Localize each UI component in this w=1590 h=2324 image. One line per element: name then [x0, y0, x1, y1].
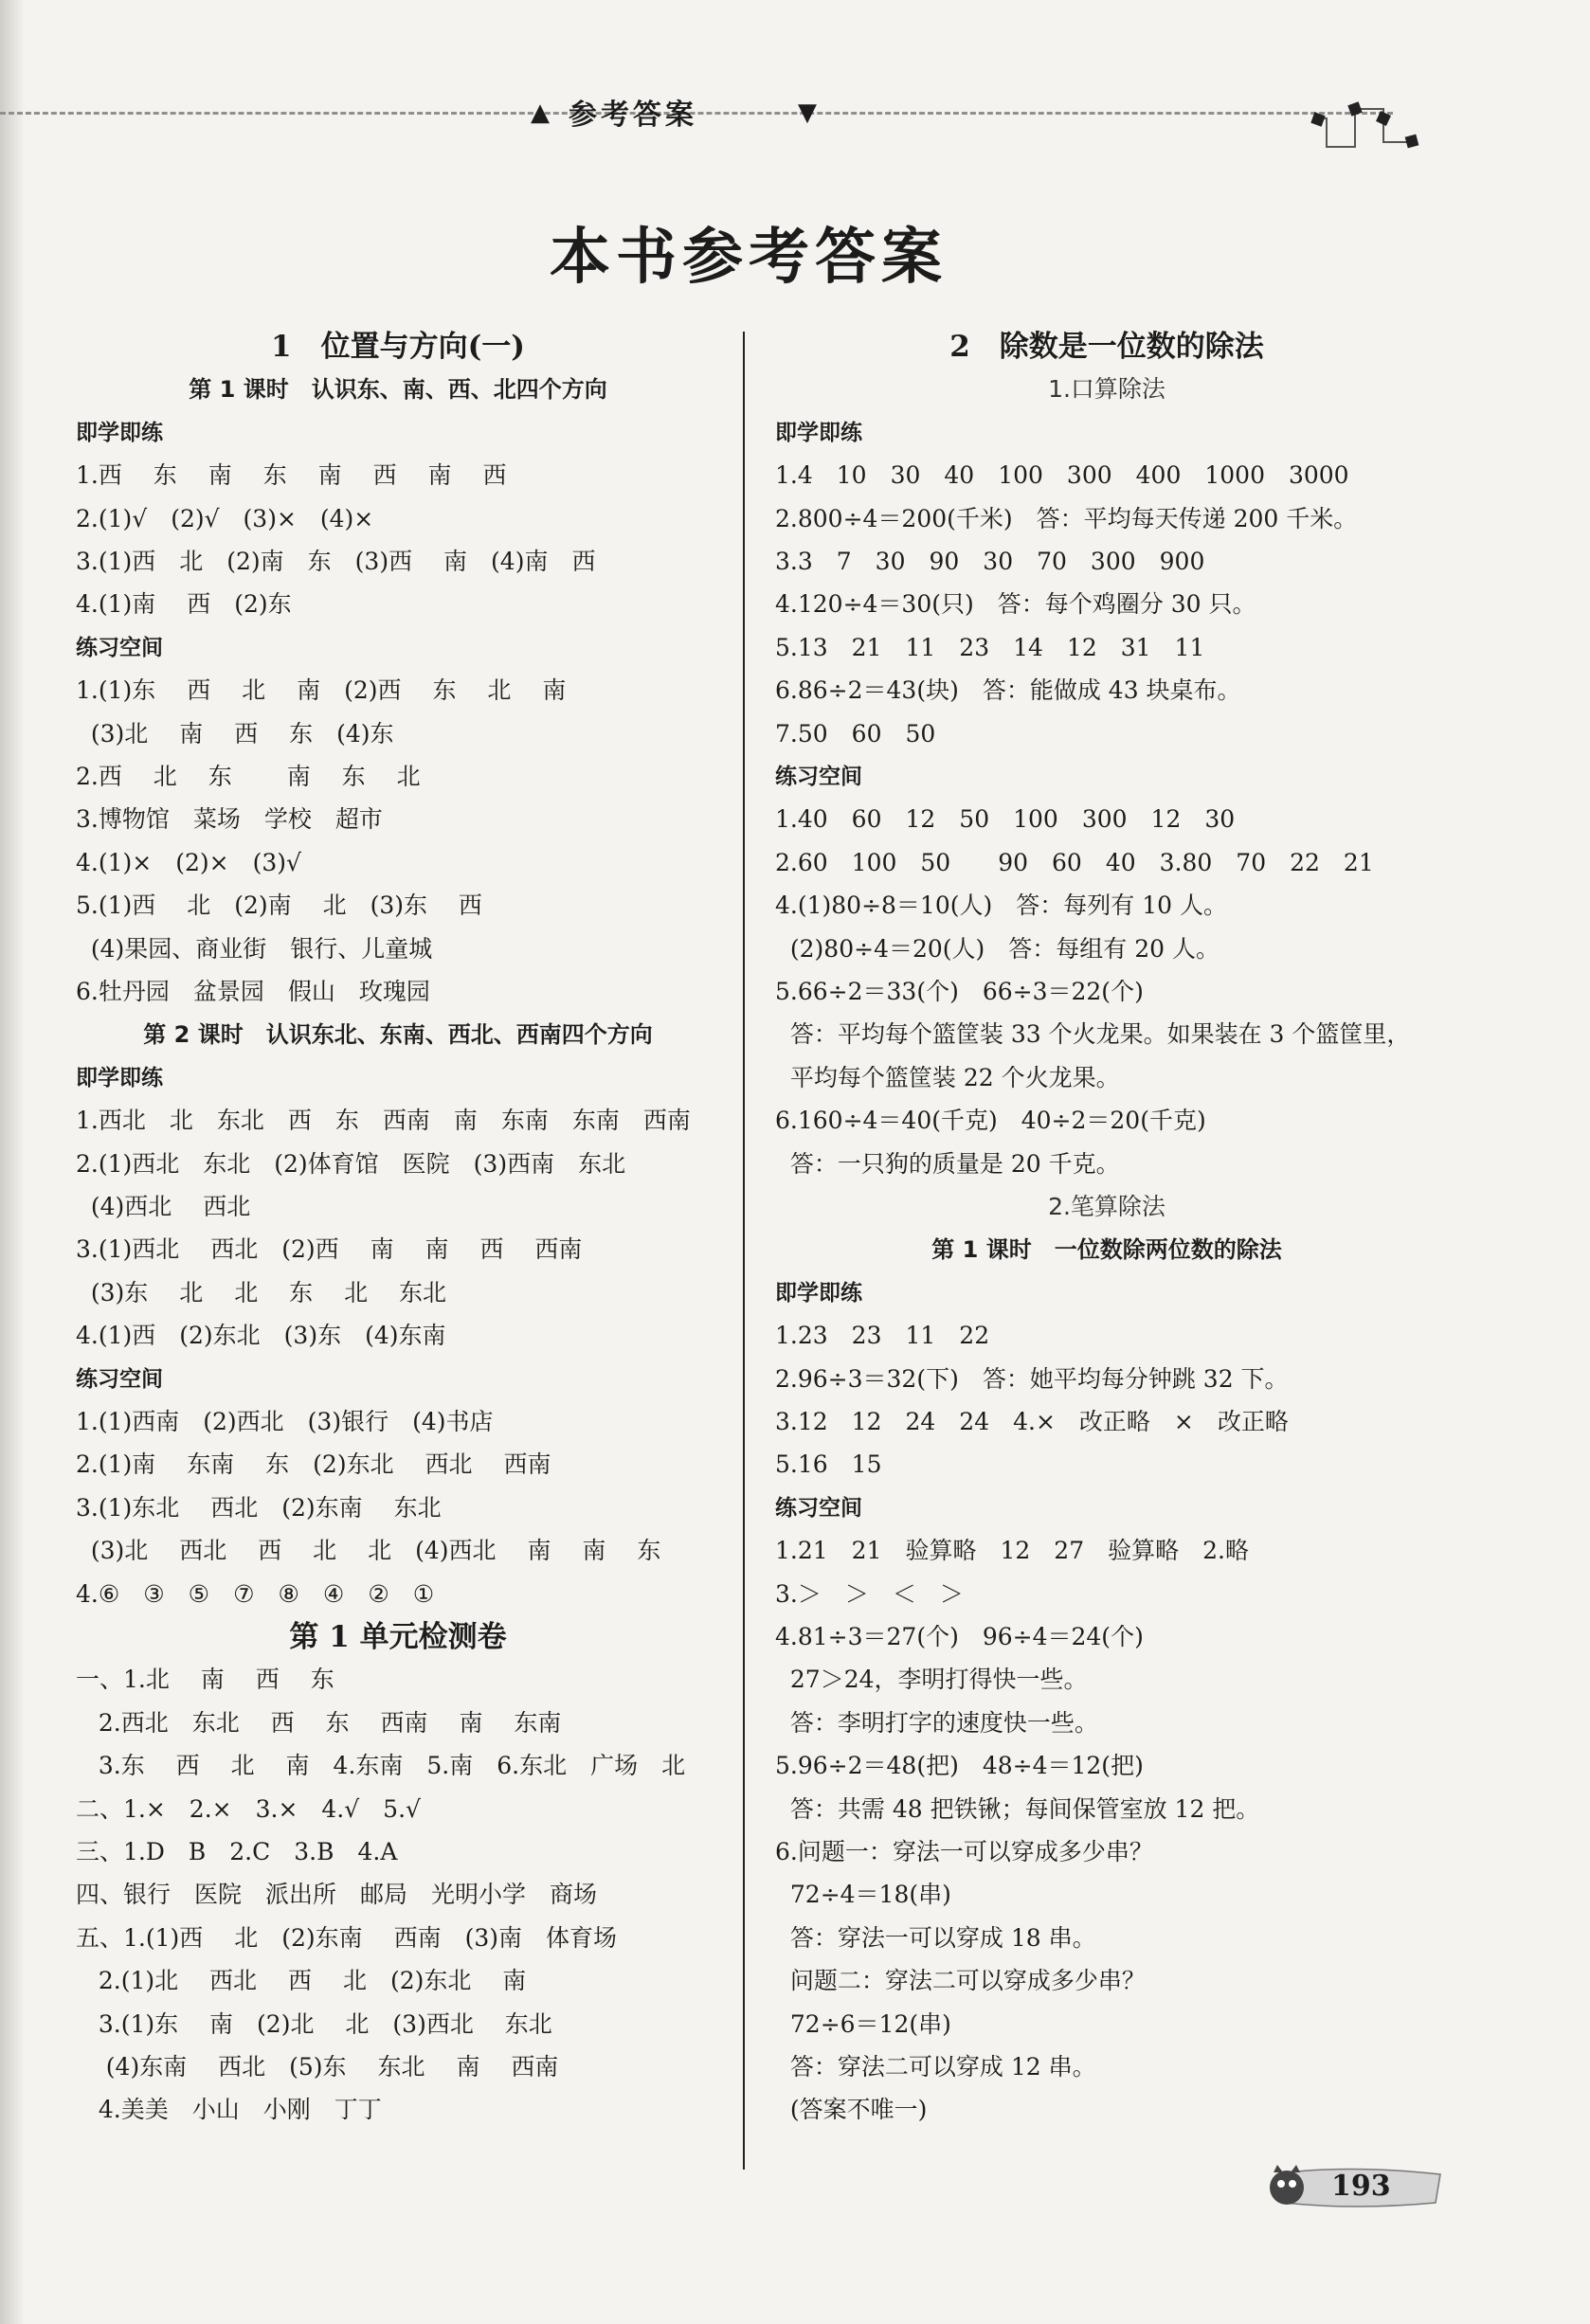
answer-line: 72÷4＝18(串): [775, 1881, 951, 1909]
section-label: 即学即练: [76, 420, 163, 445]
answer-line: 2.(1)西北 东北 (2)体育馆 医院 (3)西南 东北: [76, 1149, 626, 1178]
answer-line: 4.81÷3＝27(个) 96÷4＝24(个): [775, 1623, 1144, 1650]
answer-line: 3.(1)西 北 (2)南 东 (3)西 南 (4)南 西: [76, 548, 596, 575]
answer-line: 平均每个篮筐装 22 个火龙果。: [775, 1063, 1120, 1091]
answer-line: 1.(1)西南 (2)西北 (3)银行 (4)书店: [76, 1408, 494, 1435]
answer-line: 一、1.北 南 西 东: [76, 1666, 334, 1694]
answer-line: (答案不唯一): [775, 2096, 928, 2124]
answer-line: 2.60 100 50 90 60 40 3.80 70 22 21: [775, 848, 1374, 876]
answer-line: 二、1.× 2.× 3.× 4.√ 5.√: [76, 1794, 421, 1823]
answer-line: 4.(1)南 西 (2)东: [76, 590, 292, 619]
answer-line: 答：共需 48 把铁锹；每间保管室放 12 把。: [775, 1794, 1260, 1823]
answer-line: 6.86÷2＝43(块) 答：能做成 43 块桌布。: [775, 676, 1241, 705]
answer-line: 27＞24，李明打得快一些。: [775, 1666, 1088, 1694]
section-label: 练习空间: [775, 1495, 862, 1521]
answer-line: 答：平均每个篮筐装 33 个火龙果。如果装在 3 个篮筐里，: [775, 1020, 1411, 1049]
answer-line: 4.(1)80÷8＝10(人) 答：每列有 10 人。: [775, 892, 1227, 920]
answer-line: 问题二：穿法二可以穿成多少串？: [775, 1967, 1146, 1995]
answer-line: 2.(1)北 西北 西 北 (2)东北 南: [76, 1967, 527, 1995]
answer-line: (4)东南 西北 (5)东 东北 南 西南: [76, 2053, 559, 2081]
answer-line: (4)西北 西北: [76, 1193, 251, 1220]
answer-line: 1.(1)东 西 北 南 (2)西 东 北 南: [76, 676, 567, 705]
test-heading: 第 1 单元检测卷: [289, 1620, 507, 1654]
answer-line: 3.(1)东 南 (2)北 北 (3)西北 东北: [76, 2009, 552, 2038]
answer-line: 答：一只狗的质量是 20 千克。: [775, 1149, 1120, 1178]
answer-line: 5.(1)西 北 (2)南 北 (3)东 西: [76, 892, 482, 920]
answer-line: 三、1.D B 2.C 3.B 4.A: [76, 1838, 398, 1865]
answer-line: 3.(1)东北 西北 (2)东南 东北: [76, 1493, 442, 1522]
unit-heading: 1 位置与方向(一): [271, 330, 525, 364]
answer-line: 1.4 10 30 40 100 300 400 1000 3000: [775, 461, 1349, 490]
answer-line: 3.12 12 24 24 4.× 改正略 × 改正略: [775, 1408, 1289, 1435]
lesson-heading: 第 2 课时 认识东北、东南、西北、西南四个方向: [143, 1021, 653, 1049]
section-label: 练习空间: [76, 635, 163, 660]
lesson-heading: 第 1 课时 认识东、南、西、北四个方向: [189, 376, 607, 404]
subsection-heading: 1.口算除法: [1048, 375, 1165, 404]
answer-line: 5.96÷2＝48(把) 48÷4＝12(把): [775, 1752, 1144, 1780]
answer-line: (4)果园、商业街 银行、儿童城: [76, 934, 433, 963]
answer-line: 5.13 21 11 23 14 12 31 11: [775, 633, 1205, 661]
answer-line: 72÷6＝12(串): [775, 2009, 951, 2038]
answer-line: 6.牡丹园 盆景园 假山 玫瑰园: [76, 978, 430, 1005]
answer-line: 5.66÷2＝33(个) 66÷3＝22(个): [775, 978, 1144, 1005]
answer-line: 2.(1)南 东南 东 (2)东北 西北 西南: [76, 1450, 551, 1479]
section-label: 练习空间: [775, 765, 862, 789]
section-label: 练习空间: [76, 1366, 163, 1392]
answer-line: 4.(1)× (2)× (3)√: [76, 848, 301, 876]
header-label: 参考答案: [569, 99, 697, 132]
page-title: 本书参考答案: [550, 222, 948, 293]
answer-line: 1.23 23 11 22: [775, 1322, 990, 1350]
corner-decoration-icon: [1308, 90, 1421, 156]
answer-line: 2.西 北 东 南 东 北: [76, 763, 421, 790]
answer-line: 四、银行 医院 派出所 邮局 光明小学 商场: [76, 1881, 598, 1909]
answer-line: 6.160÷4＝40(千克) 40÷2＝20(千克): [775, 1107, 1206, 1135]
answer-line: 2.西北 东北 西 东 西南 南 东南: [76, 1708, 562, 1737]
answer-line: 4.(1)西 (2)东北 (3)东 (4)东南: [76, 1322, 446, 1350]
answer-line: 2.800÷4＝200(千米) 答：平均每天传递 200 千米。: [775, 504, 1358, 532]
page-number: 193: [1331, 2170, 1391, 2203]
down-triangle-icon: ▼: [798, 99, 817, 127]
answer-line: 6.问题一：穿法一可以穿成多少串？: [775, 1838, 1153, 1865]
section-label: 即学即练: [76, 1065, 163, 1090]
answer-line: 答：穿法一可以穿成 18 串。: [775, 1923, 1096, 1952]
page-edge-shadow: [0, 0, 25, 2324]
answer-line: (3)北 西北 西 北 北 (4)西北 南 南 东: [76, 1537, 661, 1565]
section-label: 即学即练: [775, 420, 862, 445]
up-triangle-icon: ▲: [531, 99, 550, 127]
answer-line: 1.西北 北 东北 西 东 西南 南 东南 东南 西南: [76, 1107, 691, 1135]
answer-line: 3.＞ ＞ ＜ ＞: [775, 1579, 964, 1608]
answer-line: 4.⑥ ③ ⑤ ⑦ ⑧ ④ ② ①: [76, 1579, 435, 1608]
answer-line: 1.西 东 南 东 南 西 南 西: [76, 461, 507, 490]
answer-line: 1.40 60 12 50 100 300 12 30: [775, 805, 1236, 834]
answer-line: 3.3 7 30 90 30 70 300 900: [775, 548, 1205, 575]
answer-line: (3)北 南 西 东 (4)东: [76, 719, 394, 748]
answer-line: 3.(1)西北 西北 (2)西 南 南 西 西南: [76, 1235, 583, 1264]
answer-line: 2.96÷3＝32(下) 答：她平均每分钟跳 32 下。: [775, 1364, 1289, 1393]
answer-line: 4.美美 小山 小刚 丁丁: [76, 2096, 382, 2124]
answer-line: (2)80÷4＝20(人) 答：每组有 20 人。: [775, 934, 1220, 963]
answer-line: 答：李明打字的速度快一些。: [775, 1708, 1098, 1737]
unit-heading: 2 除数是一位数的除法: [949, 330, 1264, 364]
answer-line: (3)东 北 北 东 北 东北: [76, 1278, 447, 1306]
lesson-heading: 第 1 课时 一位数除两位数的除法: [931, 1236, 1282, 1264]
answer-line: 3.东 西 北 南 4.东南 5.南 6.东北 广场 北: [76, 1752, 686, 1780]
answer-line: 4.120÷4＝30(只) 答：每个鸡圈分 30 只。: [775, 590, 1256, 619]
section-label: 即学即练: [775, 1280, 862, 1306]
column-divider: [743, 332, 745, 2170]
subsection-heading: 2.笔算除法: [1048, 1193, 1165, 1220]
answer-line: 2.(1)√ (2)√ (3)× (4)×: [76, 504, 374, 532]
answer-line: 5.16 15: [775, 1450, 882, 1479]
answer-line: 3.博物馆 菜场 学校 超市: [76, 805, 383, 834]
answer-line: 五、1.(1)西 北 (2)东南 西南 (3)南 体育场: [76, 1923, 617, 1952]
answer-line: 1.21 21 验算略 12 27 验算略 2.略: [775, 1537, 1249, 1565]
answer-line: 7.50 60 50: [775, 719, 936, 748]
answer-line: 答：穿法二可以穿成 12 串。: [775, 2053, 1096, 2081]
